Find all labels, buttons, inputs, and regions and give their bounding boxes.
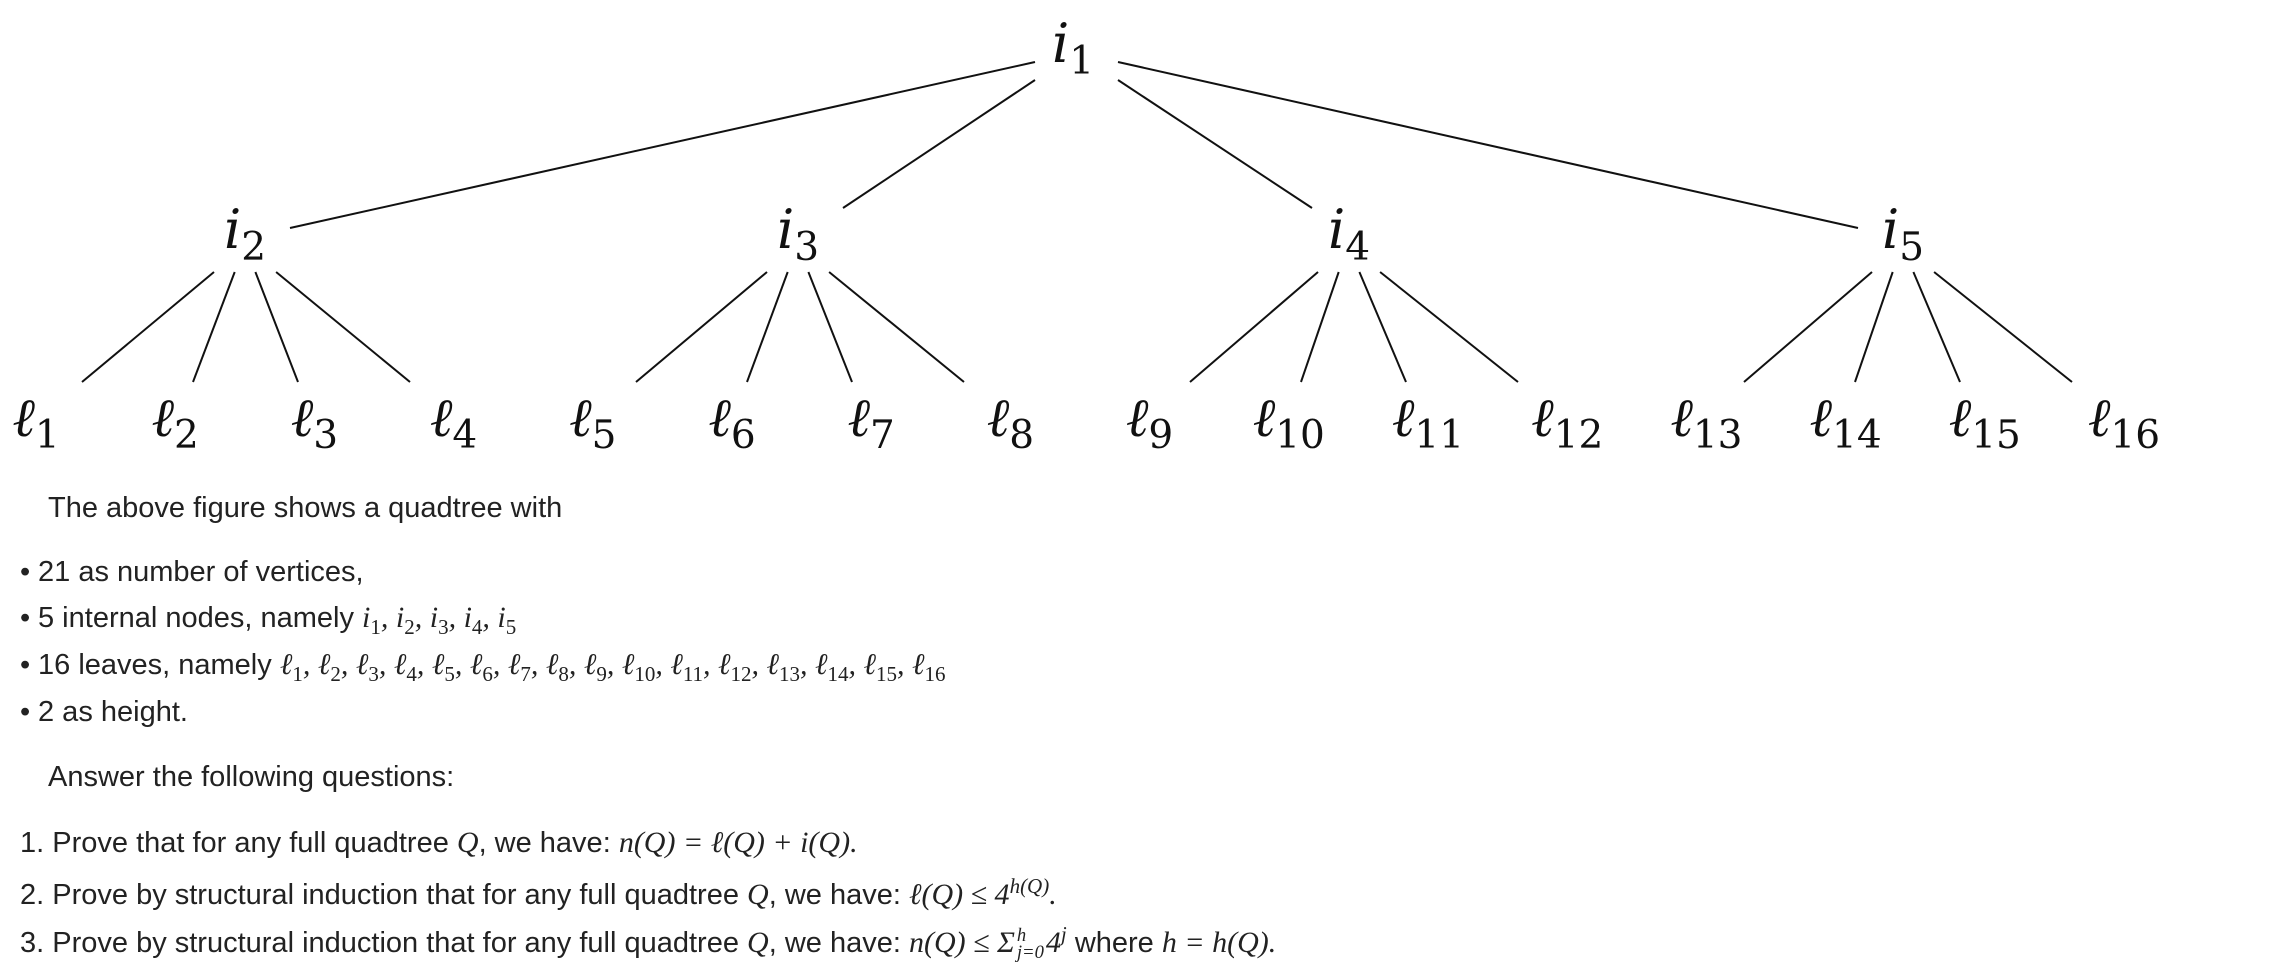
question-tail: , we have: [478, 827, 611, 859]
bullet-leaves [20, 648, 946, 687]
leaf-node-6: ℓ$_6$ [708, 386, 756, 458]
question-3 [20, 922, 1276, 962]
leaf-node-10: ℓ$_{10}$ [1252, 386, 1325, 458]
questions-intro: Answer the following questions: [48, 761, 455, 793]
question-text: Prove by structural induction that for any full quadtree [52, 879, 739, 911]
edge-internal-5-to-leaf-14 [1855, 272, 1893, 382]
question-tail: , we have: [768, 927, 901, 959]
edge-internal-4-to-leaf-11 [1359, 272, 1406, 382]
leaf-node-12: ℓ$_{12}$ [1531, 386, 1604, 458]
edge-internal-3-to-leaf-7 [808, 272, 852, 382]
leaf-node-16: ℓ$_{16}$ [2087, 386, 2161, 458]
question-where-formula: h = h(Q). [1161, 926, 1277, 959]
question-formula: ℓ(Q) ≤ $4^{h(Q)}$. [908, 874, 1057, 911]
bullet-leaves-text: 16 leaves, namely [38, 649, 272, 681]
leaf-node-3: ℓ$_3$ [290, 386, 339, 458]
bullet-dot: • [20, 649, 31, 681]
leaf-node-14: ℓ$_{14}$ [1809, 386, 1882, 458]
question-formula: n(Q) ≤ Σ h j=0 4$^j$ [908, 922, 1067, 964]
leaf-node-7: ℓ$_7$ [847, 386, 895, 458]
bullet-vertices-text: 21 as number of vertices, [38, 556, 364, 588]
question-var: Q [456, 826, 479, 859]
internal-node-3: $i_3$ [776, 198, 820, 270]
tree-edges [82, 62, 2072, 382]
question-text: Prove that for any full quadtree [52, 827, 449, 859]
question-var: Q [747, 878, 769, 911]
internal-nodes-list: $i_1$, $i_2$, $i_3$, $i_4$, $i_5$ [362, 601, 517, 639]
edge-internal-5-to-leaf-13 [1744, 272, 1872, 382]
edge-internal-5-to-leaf-16 [1934, 272, 2072, 382]
edge-internal-5-to-leaf-15 [1913, 272, 1960, 382]
question-number: 2. [20, 879, 45, 911]
edge-internal-3-to-leaf-5 [636, 272, 767, 382]
edge-root-to-internal-1 [290, 62, 1035, 228]
question-number: 3. [20, 927, 45, 959]
question-text: Prove by structural induction that for any full quadtree [52, 927, 739, 959]
question-formula: n(Q) = ℓ(Q) + i(Q). [618, 826, 858, 859]
bullet-dot: • [20, 602, 31, 634]
question-tail: , we have: [768, 879, 901, 911]
question-number: 1. [20, 827, 45, 859]
leaf-node-8: ℓ$_8$ [986, 386, 1035, 458]
bullet-dot: • [20, 696, 31, 728]
bullet-height [20, 696, 188, 729]
question-2 [20, 874, 1057, 912]
bullet-internal-text: 5 internal nodes, namely [38, 602, 354, 634]
bullet-dot: • [20, 556, 31, 588]
internal-node-2: $i_2$ [223, 198, 267, 270]
internal-node-5: $i_5$ [1881, 198, 1925, 270]
edge-internal-3-to-leaf-6 [747, 272, 788, 382]
root-node: $i_1$ [1051, 12, 1095, 84]
bullet-height-text: 2 as height. [38, 696, 188, 728]
edge-internal-4-to-leaf-10 [1301, 272, 1339, 382]
leaves-list: ℓ$_1$, ℓ$_2$, ℓ$_3$, ℓ$_4$, ℓ$_5$, ℓ$_6$, ℓ$_7$, ℓ$_8$, ℓ$_9$, ℓ$_{10}$, ℓ$_{11}$, ℓ$_{12}$, ℓ$_{13}$, ℓ$_{14}$, ℓ$_{15}$, ℓ$_{16}$ [279, 648, 946, 686]
intro-text: The above figure shows a quadtree with [48, 492, 563, 524]
edge-internal-4-to-leaf-12 [1380, 272, 1518, 382]
edge-root-to-internal-4 [1118, 62, 1858, 228]
internal-node-4: $i_4$ [1327, 198, 1371, 270]
leaf-node-1: ℓ$_1$ [12, 386, 60, 458]
edge-internal-2-to-leaf-4 [276, 272, 410, 382]
leaf-node-11: ℓ$_{11}$ [1391, 386, 1465, 458]
question-var: Q [747, 926, 769, 959]
leaf-node-15: ℓ$_{15}$ [1948, 386, 2021, 458]
question-where: where [1074, 927, 1154, 959]
question-1 [20, 826, 858, 860]
leaf-node-4: ℓ$_4$ [429, 386, 478, 458]
leaf-node-9: ℓ$_9$ [1125, 386, 1174, 458]
edge-internal-2-to-leaf-3 [255, 272, 298, 382]
tree-nodes [12, 12, 2160, 458]
edge-internal-3-to-leaf-8 [829, 272, 964, 382]
edge-internal-2-to-leaf-1 [82, 272, 214, 382]
quadtree-diagram [0, 0, 2284, 470]
bullet-internal-nodes [20, 601, 516, 640]
bullet-vertices [20, 556, 364, 589]
leaf-node-13: ℓ$_{13}$ [1670, 386, 1743, 458]
leaf-node-2: ℓ$_2$ [151, 386, 199, 458]
edge-internal-4-to-leaf-9 [1190, 272, 1318, 382]
leaf-node-5: ℓ$_5$ [569, 386, 617, 458]
edge-internal-2-to-leaf-2 [193, 272, 235, 382]
